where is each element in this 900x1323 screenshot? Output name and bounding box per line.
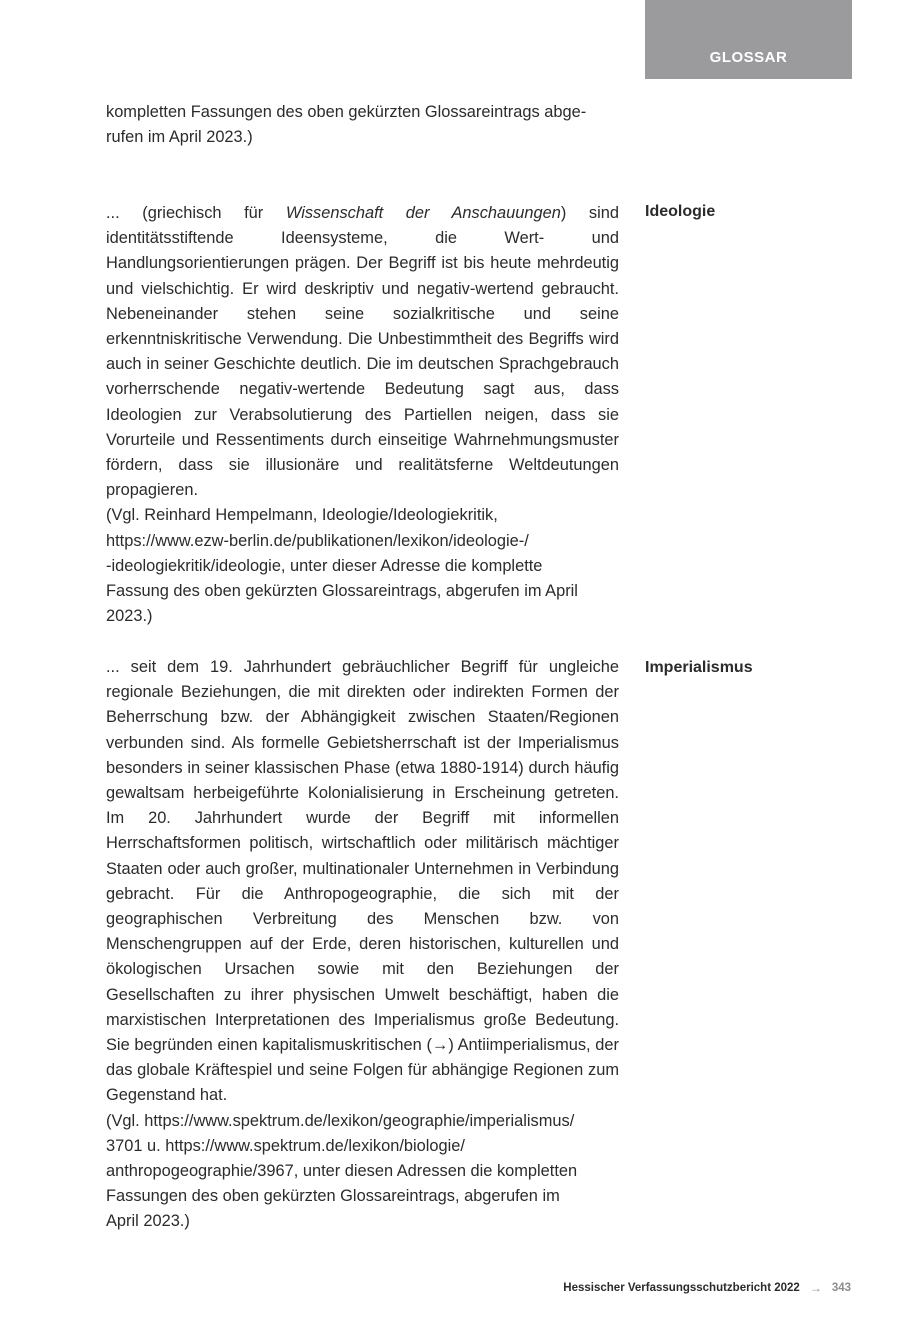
section-tab-label: GLOSSAR xyxy=(709,49,788,66)
reference-line: 2023.) xyxy=(106,607,153,626)
reference-line: anthropogeographie/3967, unter diesen Adressen die kompletten xyxy=(106,1162,578,1181)
page-number: 343 xyxy=(831,1282,851,1294)
italic-phrase: Wissenschaft der Anschauungen xyxy=(285,204,561,222)
glossary-term-ideologie: Ideologie xyxy=(645,203,716,220)
glossary-entry-imperialismus xyxy=(106,655,619,1235)
cross-reference-arrow-icon: → xyxy=(431,1036,449,1055)
intro-continuation xyxy=(106,100,619,150)
reference-line: (Vgl. Reinhard Hempelmann, Ideologie/Ideologiekritik, xyxy=(106,506,498,525)
page-footer xyxy=(563,1281,851,1295)
intro-line: rufen im April 2023.) xyxy=(106,128,253,147)
reference-line: https://www.ezw-berlin.de/publikationen/lexikon/ideologie-/ xyxy=(106,531,529,550)
entry-text: ... (griechisch für Wissenschaft der Anschauungen) sind identitätsstiftende Ideensysteme, die Wert- und Handlungsorientierungen prägen. Der Begriff ist bis heute mehrdeutig und vielschichtig. Er wird deskriptiv und negativ-wertend gebraucht. Nebeneinander stehen seine sozialkritische und seine erkenntniskritische Verwendung. Die Unbestimmtheit des Begriffs wird auch in seiner Geschichte deutlich. Die im deutschen Sprachgebrauch vorherrschende negativ-wertende Bedeutung sagt aus, dass Ideologien zur Verabsolutierung des Partiellen neigen, dass sie Vorurteile und Ressentiments durch einseitige Wahrnehmungsmuster fördern, dass sie illusionäre und realitätsferne Weltdeutungen propagieren. xyxy=(106,204,619,500)
glossary-entry-ideologie xyxy=(106,201,619,629)
reference-line: 3701 u. https://www.spektrum.de/lexikon/biologie/ xyxy=(106,1136,465,1155)
arrow-right-icon: → xyxy=(809,1281,822,1295)
reference-line: Fassung des oben gekürzten Glossareintrags, abgerufen im April xyxy=(106,582,578,601)
reference-line: April 2023.) xyxy=(106,1212,190,1231)
reference-line: Fassungen des oben gekürzten Glossareintrags, abgerufen im xyxy=(106,1187,560,1206)
glossary-term-imperialismus: Imperialismus xyxy=(645,659,753,676)
intro-line: kompletten Fassungen des oben gekürzten Glossareintrags abge- xyxy=(106,103,587,121)
reference-line: (Vgl. https://www.spektrum.de/lexikon/geographie/imperialismus/ xyxy=(106,1111,575,1130)
publication-title: Hessischer Verfassungsschutzbericht 2022 xyxy=(563,1282,800,1294)
section-tab xyxy=(645,0,852,79)
entry-text: ... seit dem 19. Jahrhundert gebräuchlicher Begriff für ungleiche regionale Beziehungen, die mit direkten oder indirekten Formen der Beherrschung bzw. der Abhängigkeit zwischen Staaten/Regionen verbunden sind. Als formelle Gebietsherrschaft ist der Imperialismus besonders in seiner klassischen Phase (etwa 1880-1914) durch häufig gewaltsam herbeigeführte Kolonialisierung in Erscheinung getreten. Im 20. Jahrhundert wurde der Begriff mit informellen Herrschaftsformen politisch, wirtschaftlich oder militärisch mächtiger Staaten oder auch großer, multinationaler Unternehmen in Verbindung gebracht. Für die Anthropogeographie, die sich mit der geographischen Verbreitung des Menschen bzw. von Menschengruppen auf der Erde, deren historischen, kulturellen und ökologischen Ursachen sowie mit den Beziehungen der Gesellschaften zu ihrer physischen Umwelt beschäftigt, haben die marxistischen Interpretationen des Imperialismus große Bedeutung. Sie begründen einen kapitalismuskritischen (→) Antiimperialismus, der das globale Kräftespiel und seine Folgen für abhängige Regionen zum Gegenstand hat. xyxy=(106,658,619,1105)
reference-line: -ideologiekritik/ideologie, unter dieser Adresse die komplette xyxy=(106,556,543,575)
